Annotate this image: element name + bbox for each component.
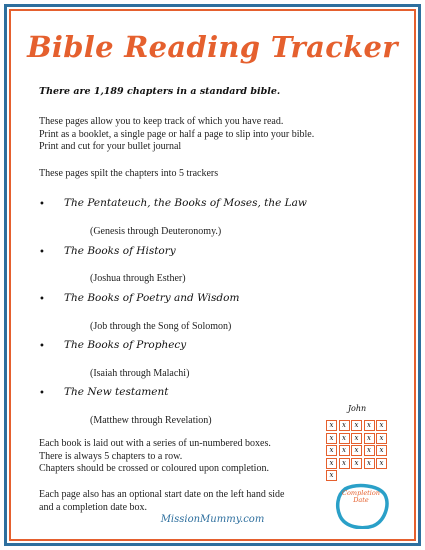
layout-note-line: Each book is laid out with a series of un-numbered boxes. bbox=[39, 438, 271, 449]
tracker-name-pentateuch: The Pentateuch, the Books of Moses, the Law bbox=[64, 197, 307, 209]
tracker-range-history: (Joshua through Esther) bbox=[90, 273, 186, 284]
chapter-box: x bbox=[376, 458, 387, 469]
layout-note-line: Chapters should be crossed or coloured upon completion. bbox=[39, 463, 269, 474]
tracker-name-poetry: The Books of Poetry and Wisdom bbox=[64, 292, 240, 304]
chapter-box: x bbox=[364, 433, 375, 444]
intro-paragraph bbox=[39, 116, 314, 154]
chapter-box: x bbox=[339, 433, 350, 444]
bullet-icon: • bbox=[39, 199, 45, 210]
bullet-icon: • bbox=[39, 247, 45, 258]
chapter-box: x bbox=[339, 445, 350, 456]
date-notes bbox=[39, 489, 284, 514]
layout-notes bbox=[39, 438, 271, 476]
sample-book-title: John bbox=[347, 404, 367, 413]
chapter-box: x bbox=[351, 458, 362, 469]
tracker-name-prophecy: The Books of Prophecy bbox=[64, 339, 187, 351]
chapter-box: x bbox=[364, 458, 375, 469]
tracker-range-pentateuch: (Genesis through Deuteronomy.) bbox=[90, 226, 222, 237]
tracker-range-poetry: (Job through the Song of Solomon) bbox=[90, 321, 232, 332]
chapter-box: x bbox=[326, 445, 337, 456]
chapter-box: x bbox=[376, 433, 387, 444]
intro-line: Print and cut for your bullet journal bbox=[39, 141, 182, 152]
chapter-count-note: There are 1,189 chapters in a standard bible. bbox=[39, 86, 281, 97]
chapter-box: x bbox=[376, 420, 387, 431]
date-note-line: Each page also has an optional start date on the left hand side bbox=[39, 489, 285, 500]
chapter-box: x bbox=[326, 470, 337, 481]
completion-date-label: Completion Date bbox=[342, 489, 380, 504]
bullet-icon: • bbox=[39, 388, 45, 399]
chapter-box: x bbox=[351, 420, 362, 431]
chapter-box: x bbox=[364, 420, 375, 431]
bullet-icon: • bbox=[39, 294, 45, 305]
tracker-name-history: The Books of History bbox=[64, 245, 176, 257]
website-link[interactable]: MissionMummy.com bbox=[160, 514, 265, 525]
intro-line: Print as a booklet, a single page or half a page to slip into your bible. bbox=[39, 128, 315, 140]
chapter-box: x bbox=[364, 445, 375, 456]
chapter-box: x bbox=[351, 433, 362, 444]
tracker-range-prophecy: (Isaiah through Malachi) bbox=[90, 368, 190, 379]
split-note: These pages spilt the chapters into 5 trackers bbox=[39, 168, 219, 179]
chapter-box: x bbox=[351, 445, 362, 456]
chapter-box: x bbox=[326, 458, 337, 469]
chapter-box: x bbox=[326, 433, 337, 444]
bullet-icon: • bbox=[39, 341, 45, 352]
intro-line: These pages allow you to keep track of which you have read. bbox=[39, 116, 284, 127]
layout-note-line: There is always 5 chapters to a row. bbox=[39, 450, 183, 462]
chapter-box: x bbox=[339, 458, 350, 469]
page-title: Bible Reading Tracker bbox=[27, 30, 398, 64]
chapter-box: x bbox=[376, 445, 387, 456]
date-note-line: and a completion date box. bbox=[39, 501, 148, 513]
chapter-box: x bbox=[326, 420, 337, 431]
chapter-box: x bbox=[339, 420, 350, 431]
tracker-name-new-testament: The New testament bbox=[64, 386, 169, 398]
tracker-range-new-testament: (Matthew through Revelation) bbox=[90, 415, 212, 426]
